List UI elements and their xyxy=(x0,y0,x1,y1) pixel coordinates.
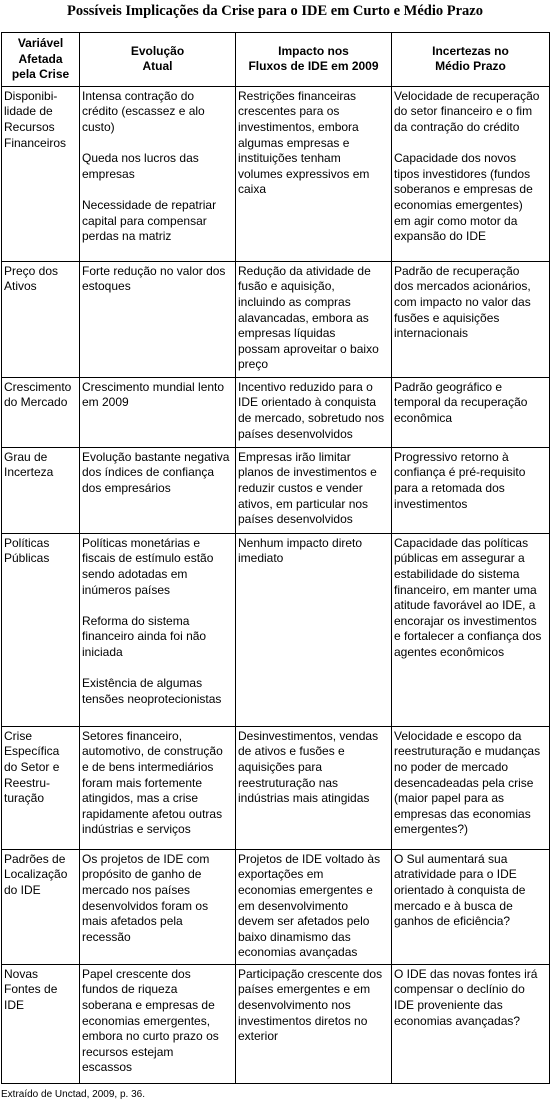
variable-label: Padrões de Localização do IDE xyxy=(4,851,68,897)
evolution-paragraph: Políticas monetárias e fiscais de estímulo estão sendo adotadas em inúmeros países xyxy=(82,535,214,597)
crisis-implications-table xyxy=(1,32,550,1084)
evolution-paragraph: Evolução bastante negativa dos índices de confiança dos empresários xyxy=(82,449,230,495)
table-body xyxy=(2,86,550,1083)
uncertainty-cell xyxy=(392,533,550,726)
variable-cell xyxy=(2,849,80,964)
header-uncertainty: Incertezas no Médio Prazo xyxy=(392,33,550,87)
impact-paragraph: Nenhum impacto direto imediato xyxy=(238,535,363,566)
table-header-row xyxy=(2,33,550,87)
table-row xyxy=(2,86,550,261)
evolution-paragraph: Crescimento mundial lento em 2009 xyxy=(82,379,225,410)
variable-label: Preço dos Ativos xyxy=(4,263,59,294)
impact-cell xyxy=(236,849,392,964)
impact-paragraph: Empresas irão limitar planos de investimentos e reduzir custos e vender ativos, em particular nos países desenvolvidos xyxy=(238,449,377,527)
uncertainty-paragraph: Capacidade das políticas públicas em assegurar a estabilidade do sistema financeiro, em manter uma atitude favorável ao IDE, a encorajar os investimentos e fortalecer a confiança dos agentes econômicos xyxy=(394,535,542,659)
impact-cell xyxy=(236,533,392,726)
variable-label: Crise Específica do Setor e Reestru- turação xyxy=(4,728,60,806)
impact-cell xyxy=(236,726,392,849)
uncertainty-paragraph: O IDE das novas fontes irá compensar o declínio do IDE proveniente das economias avançadas? xyxy=(394,966,538,1028)
evolution-paragraph: Necessidade de repatriar capital para compensar perdas na matriz xyxy=(82,197,217,244)
variable-cell xyxy=(2,964,80,1083)
table-row xyxy=(2,849,550,964)
uncertainty-cell xyxy=(392,261,550,377)
evolution-paragraph: Forte redução no valor dos estoques xyxy=(82,263,226,294)
table-row xyxy=(2,533,550,726)
header-impact: Impacto nos Fluxos de IDE em 2009 xyxy=(236,33,392,87)
variable-label: Novas Fontes de IDE xyxy=(4,966,58,1012)
uncertainty-paragraph: Progressivo retorno à confiança é pré-requisito para a retomada dos investimentos xyxy=(394,449,526,511)
uncertainty-cell xyxy=(392,377,550,447)
table-row xyxy=(2,964,550,1083)
table-row xyxy=(2,377,550,447)
evolution-cell xyxy=(80,849,236,964)
impact-cell xyxy=(236,261,392,377)
impact-paragraph: Incentivo reduzido para o IDE orientado à conquista de mercado, sobretudo nos países desenvolvidos xyxy=(238,379,385,441)
evolution-cell xyxy=(80,533,236,726)
uncertainty-paragraph: Velocidade de recuperação do setor financeiro e o fim da contração do crédito xyxy=(394,88,540,134)
variable-label: Grau de Incerteza xyxy=(4,449,54,480)
evolution-paragraph: Os projetos de IDE com propósito de ganho de mercado nos países desenvolvidos foram os mais afetados pela recessão xyxy=(82,851,210,944)
uncertainty-paragraph: Capacidade dos novos tipos investidores (fundos soberanos e empresas de economias emergentes) em agir como motor da expansão do IDE xyxy=(394,151,533,244)
table-row xyxy=(2,726,550,849)
variable-cell xyxy=(2,377,80,447)
evolution-paragraph: Queda nos lucros das empresas xyxy=(82,151,199,181)
variable-label: Disponibi- lidade de Recursos Financeiros xyxy=(4,88,67,150)
impact-paragraph: Redução da atividade de fusão e aquisição, incluindo as compras alavancadas, embora as empresas líquidas possam aproveitar o baixo preço xyxy=(238,263,379,372)
evolution-cell xyxy=(80,447,236,533)
variable-cell xyxy=(2,261,80,377)
variable-cell xyxy=(2,447,80,533)
evolution-cell xyxy=(80,964,236,1083)
evolution-paragraph: Setores financeiro, automotivo, de construção e de bens intermediários foram mais fortemente atingidos, mas a crise rapidamente afetou outras indústrias e serviços xyxy=(82,728,223,837)
header-evolution: Evolução Atual xyxy=(80,33,236,87)
uncertainty-cell xyxy=(392,726,550,849)
evolution-paragraph: Existência de algumas tensões neoprotecionistas xyxy=(82,676,222,706)
impact-paragraph: Restrições financeiras crescentes para os investimentos, embora algumas empresas e instituições tenham volumes expressivos em caixa xyxy=(238,88,370,197)
table-row xyxy=(2,447,550,533)
evolution-cell xyxy=(80,261,236,377)
uncertainty-cell xyxy=(392,849,550,964)
uncertainty-paragraph: Velocidade e escopo da reestruturação e mudanças no poder de mercado desencadeadas pela crise (maior papel para as empresas das economias emergentes?) xyxy=(394,728,541,837)
uncertainty-paragraph: Padrão geográfico e temporal da recuperação econômica xyxy=(394,379,528,425)
evolution-cell xyxy=(80,86,236,261)
uncertainty-cell xyxy=(392,964,550,1083)
impact-paragraph: Participação crescente dos países emergentes e em desenvolvimento nos investimentos diretos no exterior xyxy=(238,966,383,1044)
uncertainty-paragraph: Padrão de recuperação dos mercados acionários, com impacto no valor das fusões e aquisições internacionais xyxy=(394,263,531,341)
variable-cell xyxy=(2,726,80,849)
table-row xyxy=(2,261,550,377)
variable-cell xyxy=(2,533,80,726)
header-variable: Variável Afetada pela Crise xyxy=(2,33,80,87)
evolution-cell xyxy=(80,726,236,849)
impact-cell xyxy=(236,86,392,261)
evolution-paragraph: Reforma do sistema financeiro ainda foi não iniciada xyxy=(82,613,207,659)
uncertainty-cell xyxy=(392,86,550,261)
page-title: Possíveis Implicações da Crise para o IDE em Curto e Médio Prazo xyxy=(66,3,483,19)
uncertainty-cell xyxy=(392,447,550,533)
variable-label: Crescimento do Mercado xyxy=(4,379,72,410)
impact-paragraph: Desinvestimentos, vendas de ativos e fusões e aquisições para reestruturação nas indústrias mais atingidas xyxy=(238,728,379,806)
evolution-paragraph: Intensa contração do crédito (escassez e alo custo) xyxy=(82,88,205,134)
variable-label: Políticas Públicas xyxy=(4,535,50,566)
impact-cell xyxy=(236,377,392,447)
variable-cell xyxy=(2,86,80,261)
impact-cell xyxy=(236,447,392,533)
impact-paragraph: Projetos de IDE voltado às exportações em economias emergentes e em desenvolvimento devem ser afetados pelo baixo dinamismo das economias avançadas xyxy=(238,851,381,960)
evolution-cell xyxy=(80,377,236,447)
uncertainty-paragraph: O Sul aumentará sua atratividade para o IDE orientado à conquista de mercado e à busca de ganhos de eficiência? xyxy=(394,851,526,929)
evolution-paragraph: Papel crescente dos fundos de riqueza soberana e empresas de economias emergentes, embora no curto prazo os recursos estejam escassos xyxy=(82,966,219,1075)
source-note: Extraído de Unctad, 2009, p. 36. xyxy=(1,1089,145,1100)
impact-cell xyxy=(236,964,392,1083)
